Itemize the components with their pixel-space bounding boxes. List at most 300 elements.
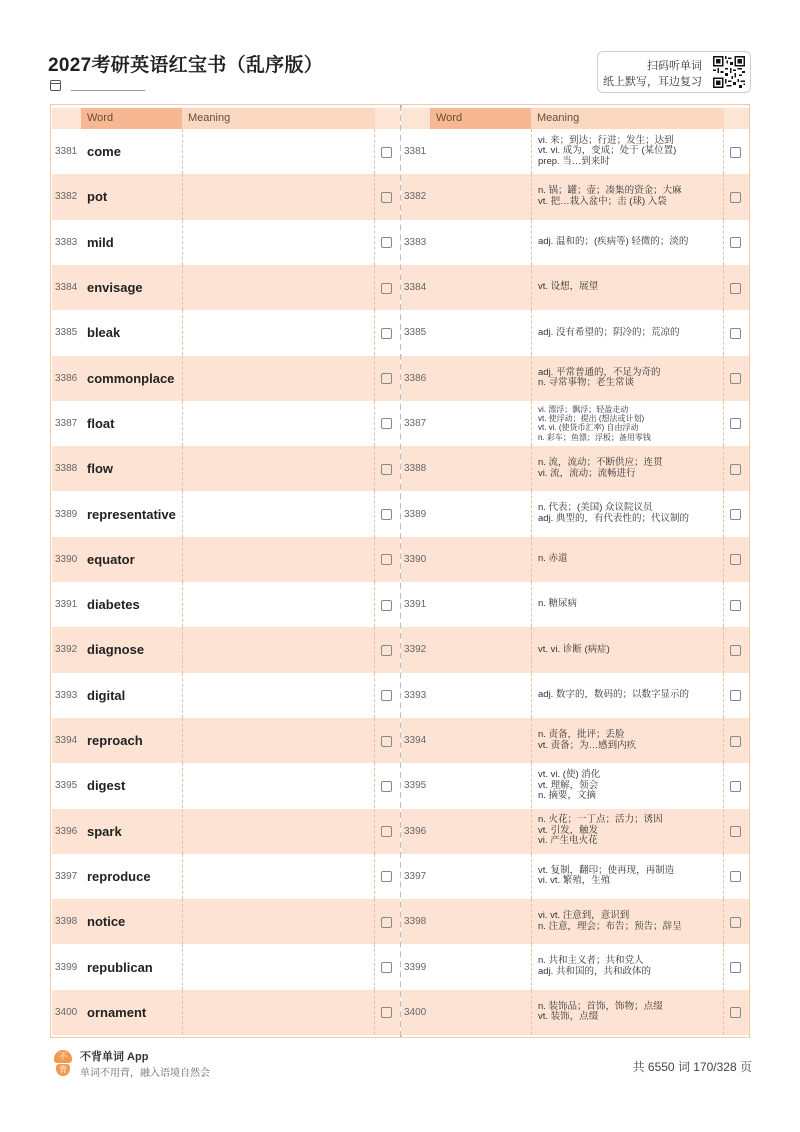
row-number: 3400 [404, 1006, 427, 1018]
column-separator [723, 718, 724, 763]
row-number: 3386 [55, 372, 78, 384]
meaning-cell [538, 582, 720, 627]
table-row [401, 129, 749, 174]
review-checkbox[interactable] [381, 147, 392, 158]
meaning-cell [538, 174, 720, 219]
review-checkbox[interactable] [381, 826, 392, 837]
meaning-cell [538, 763, 720, 808]
date-blank-line[interactable] [71, 90, 145, 91]
row-number: 3382 [55, 191, 78, 203]
vocab-table [50, 104, 750, 1038]
column-separator [374, 265, 375, 310]
word-column-half [52, 105, 400, 1037]
table-row [52, 582, 400, 627]
review-checkbox[interactable] [381, 917, 392, 928]
meaning-cell [538, 854, 720, 899]
word-text: representative [87, 506, 176, 522]
table-row [401, 310, 749, 355]
column-separator [531, 582, 532, 627]
review-checkbox[interactable] [381, 509, 392, 520]
row-number: 3394 [55, 735, 78, 747]
word-text: notice [87, 914, 126, 930]
review-checkbox[interactable] [730, 871, 741, 882]
calendar-icon [50, 80, 61, 91]
qr-panel[interactable] [597, 51, 751, 93]
logo-bottom: 背 [56, 1064, 70, 1076]
review-checkbox[interactable] [381, 283, 392, 294]
review-checkbox[interactable] [381, 871, 392, 882]
table-row [52, 446, 400, 491]
review-checkbox[interactable] [381, 736, 392, 747]
review-checkbox[interactable] [381, 373, 392, 384]
row-number: 3391 [55, 599, 78, 611]
column-separator [531, 854, 532, 899]
column-separator [723, 673, 724, 718]
table-row [52, 990, 400, 1035]
table-row [401, 809, 749, 854]
table-row [52, 537, 400, 582]
column-separator [723, 265, 724, 310]
table-row [401, 899, 749, 944]
column-separator [374, 356, 375, 401]
column-separator [531, 673, 532, 718]
meaning-cell[interactable] [189, 673, 371, 718]
column-separator [374, 310, 375, 355]
meaning-cell[interactable] [189, 310, 371, 355]
header-meaning: Meaning [531, 108, 724, 129]
meaning-cell [538, 356, 720, 401]
column-separator [723, 582, 724, 627]
review-checkbox[interactable] [381, 554, 392, 565]
column-separator [531, 220, 532, 265]
column-separator [723, 356, 724, 401]
meaning-text: n. 锅；罐；壶；凑集的资金；大麻 vt. 把…栽入盆中；击 (球) 入袋 [538, 185, 682, 207]
word-text: spark [87, 823, 122, 839]
review-checkbox[interactable] [730, 147, 741, 158]
row-number: 3399 [404, 961, 427, 973]
meaning-cell[interactable] [189, 582, 371, 627]
table-row [401, 401, 749, 446]
meaning-text: n. 装饰品；首饰，饰物；点缀 vt. 装饰，点缀 [538, 1000, 663, 1023]
meaning-text: vi. 漂浮；飘浮；轻盈走动 vt. 使浮动；提出 (想法或计划) vt. vi. (使货币汇率) 自由浮动 n. 彩车；鱼漂；浮板；备用零钱 [538, 404, 651, 442]
table-row [401, 220, 749, 265]
meaning-text: n. 流，流动；不断供应；连贯 vi. 流，流动；流畅进行 [538, 457, 663, 479]
review-checkbox[interactable] [730, 781, 741, 792]
word-text: envisage [87, 280, 143, 296]
header-check-cell [375, 108, 400, 129]
date-row [50, 80, 145, 91]
review-checkbox[interactable] [730, 600, 741, 611]
meaning-cell [538, 446, 720, 491]
table-row [401, 718, 749, 763]
table-row [401, 446, 749, 491]
word-text: republican [87, 959, 153, 975]
row-number: 3388 [55, 463, 78, 475]
word-text: digital [87, 687, 126, 703]
meaning-cell[interactable] [189, 401, 371, 446]
column-separator [182, 220, 183, 265]
meaning-text: vt. vi. (使) 消化 vt. 理解，领会 n. 摘要，文摘 [538, 768, 601, 802]
review-checkbox[interactable] [730, 418, 741, 429]
row-number: 3382 [404, 191, 427, 203]
meaning-text: n. 责备，批评；丢脸 vt. 责备；为…感到内疚 [538, 728, 637, 751]
row-number: 3393 [55, 689, 78, 701]
row-number: 3381 [404, 146, 427, 158]
column-separator [723, 491, 724, 536]
meaning-cell[interactable] [189, 174, 371, 219]
row-number: 3399 [55, 961, 78, 973]
column-separator [374, 899, 375, 944]
row-number: 3393 [404, 689, 427, 701]
word-text: digest [87, 778, 126, 794]
review-checkbox[interactable] [730, 373, 741, 384]
meaning-text: n. 赤道 [538, 553, 568, 565]
word-text: flow [87, 461, 113, 477]
row-number: 3385 [55, 327, 78, 339]
header-num-cell [401, 108, 430, 129]
word-text: diagnose [87, 642, 145, 658]
header-word: Word [430, 108, 531, 129]
row-number: 3389 [55, 508, 78, 520]
word-text: bleak [87, 325, 121, 341]
word-text: reproach [87, 733, 143, 749]
table-row [401, 491, 749, 536]
meaning-text: vi. vt. 注意到，意识到 n. 注意，理会；布告；预告；辞呈 [538, 910, 682, 932]
meaning-cell[interactable] [189, 899, 371, 944]
column-separator [374, 446, 375, 491]
review-checkbox[interactable] [381, 781, 392, 792]
column-separator [182, 174, 183, 219]
table-row [401, 356, 749, 401]
column-separator [374, 401, 375, 446]
column-separator [182, 401, 183, 446]
meaning-cell[interactable] [189, 854, 371, 899]
table-row [401, 763, 749, 808]
review-checkbox[interactable] [730, 554, 741, 565]
page-info: 共 6550 词 170/328 页 [632, 1060, 752, 1074]
review-checkbox[interactable] [381, 600, 392, 611]
qr-code-icon[interactable] [713, 56, 745, 88]
review-checkbox[interactable] [381, 237, 392, 248]
row-number: 3388 [404, 463, 427, 475]
word-text: equator [87, 551, 135, 567]
table-row [401, 944, 749, 989]
column-separator [531, 446, 532, 491]
column-separator [531, 990, 532, 1035]
review-checkbox[interactable] [381, 328, 392, 339]
column-separator [374, 854, 375, 899]
meaning-cell[interactable] [189, 809, 371, 854]
meaning-cell [538, 809, 720, 854]
meaning-cell[interactable] [189, 446, 371, 491]
meaning-column-half [401, 105, 749, 1037]
table-row [52, 491, 400, 536]
row-number: 3383 [55, 236, 78, 248]
row-number: 3395 [404, 780, 427, 792]
review-checkbox[interactable] [381, 1007, 392, 1018]
column-separator [531, 174, 532, 219]
review-checkbox[interactable] [730, 237, 741, 248]
meaning-cell[interactable] [189, 990, 371, 1035]
meaning-cell [538, 401, 720, 446]
column-separator [374, 673, 375, 718]
table-row [52, 944, 400, 989]
meaning-cell [538, 718, 720, 763]
word-text: come [87, 144, 121, 160]
column-separator [723, 854, 724, 899]
meaning-cell [538, 491, 720, 536]
table-row [401, 854, 749, 899]
column-separator [182, 673, 183, 718]
column-separator [182, 537, 183, 582]
column-separator [182, 899, 183, 944]
column-separator [374, 220, 375, 265]
word-text: ornament [87, 1004, 147, 1020]
table-row [52, 763, 400, 808]
meaning-cell[interactable] [189, 265, 371, 310]
qr-caption [603, 58, 702, 90]
table-header [52, 108, 400, 129]
row-number: 3390 [404, 553, 427, 565]
row-number: 3396 [55, 825, 78, 837]
meaning-text: adj. 数字的，数码的；以数字显示的 [538, 688, 689, 700]
column-separator [374, 174, 375, 219]
review-checkbox[interactable] [730, 1007, 741, 1018]
table-row [52, 129, 400, 174]
word-text: pot [87, 189, 108, 205]
row-number: 3397 [404, 870, 427, 882]
header-word: Word [81, 108, 182, 129]
word-text: commonplace [87, 370, 175, 386]
row-number: 3394 [404, 735, 427, 747]
column-separator [723, 129, 724, 174]
table-row [52, 673, 400, 718]
column-separator [182, 310, 183, 355]
row-number: 3390 [55, 553, 78, 565]
row-number: 3387 [55, 417, 78, 429]
meaning-cell[interactable] [189, 627, 371, 672]
table-row [401, 990, 749, 1035]
meaning-cell [538, 899, 720, 944]
review-checkbox[interactable] [730, 328, 741, 339]
row-number: 3386 [404, 372, 427, 384]
review-checkbox[interactable] [381, 418, 392, 429]
meaning-cell[interactable] [189, 944, 371, 989]
logo-top: 不 [54, 1050, 72, 1063]
table-row [401, 627, 749, 672]
column-separator [723, 899, 724, 944]
row-number: 3385 [404, 327, 427, 339]
meaning-cell [538, 265, 720, 310]
column-separator [723, 220, 724, 265]
column-separator [723, 174, 724, 219]
word-text: reproduce [87, 868, 151, 884]
meaning-text: vt. vi. 诊断 (病症) [538, 643, 610, 655]
meaning-text: vt. 复制，翻印；使再现，再制造 vi. vt. 繁殖，生殖 [538, 864, 675, 887]
review-checkbox[interactable] [381, 690, 392, 701]
meaning-cell [538, 220, 720, 265]
page-title: 2027考研英语红宝书（乱序版） [48, 55, 324, 76]
review-checkbox[interactable] [381, 645, 392, 656]
row-number: 3400 [55, 1006, 78, 1018]
review-checkbox[interactable] [730, 690, 741, 701]
meaning-cell[interactable] [189, 763, 371, 808]
row-number: 3384 [404, 282, 427, 294]
column-separator [182, 990, 183, 1035]
table-row [52, 718, 400, 763]
review-checkbox[interactable] [730, 826, 741, 837]
table-row [52, 401, 400, 446]
table-row [52, 174, 400, 219]
review-checkbox[interactable] [730, 736, 741, 747]
column-separator [182, 265, 183, 310]
review-checkbox[interactable] [730, 645, 741, 656]
row-number: 3398 [404, 916, 427, 928]
review-checkbox[interactable] [381, 464, 392, 475]
column-separator [531, 718, 532, 763]
column-separator [531, 944, 532, 989]
review-checkbox[interactable] [730, 962, 741, 973]
row-number: 3392 [55, 644, 78, 656]
table-row [52, 854, 400, 899]
meaning-text: n. 共和主义者；共和党人 adj. 共和国的，共和政体的 [538, 955, 651, 978]
column-separator [374, 537, 375, 582]
review-checkbox[interactable] [730, 464, 741, 475]
table-row [401, 265, 749, 310]
table-row [52, 265, 400, 310]
column-separator [723, 627, 724, 672]
column-separator [374, 491, 375, 536]
column-separator [182, 718, 183, 763]
meaning-cell[interactable] [189, 491, 371, 536]
word-text: diabetes [87, 597, 140, 613]
app-name: 不背单词 App [80, 1051, 149, 1063]
app-logo [54, 1050, 72, 1076]
table-row [401, 174, 749, 219]
meaning-text: adj. 温和的；(疾病等) 轻微的；淡的 [538, 235, 689, 247]
header-num-cell [52, 108, 81, 129]
row-number: 3392 [404, 644, 427, 656]
column-separator [531, 401, 532, 446]
column-separator [723, 537, 724, 582]
row-number: 3383 [404, 236, 427, 248]
column-separator [723, 944, 724, 989]
review-checkbox[interactable] [381, 962, 392, 973]
column-separator [182, 446, 183, 491]
column-separator [374, 763, 375, 808]
column-separator [723, 990, 724, 1035]
column-separator [374, 809, 375, 854]
header-meaning: Meaning [182, 108, 375, 129]
meaning-cell [538, 310, 720, 355]
meaning-cell [538, 627, 720, 672]
column-separator [374, 129, 375, 174]
row-number: 3384 [55, 282, 78, 294]
column-separator [374, 718, 375, 763]
table-row [52, 310, 400, 355]
column-separator [531, 537, 532, 582]
column-separator [374, 944, 375, 989]
meaning-text: vt. 设想，展望 [538, 281, 599, 293]
row-number: 3387 [404, 417, 427, 429]
column-separator [182, 129, 183, 174]
column-separator [531, 809, 532, 854]
column-separator [723, 809, 724, 854]
table-row [52, 356, 400, 401]
column-separator [374, 582, 375, 627]
meaning-text: n. 代表；(美国) 众议院议员 adj. 典型的，有代表性的；代议制的 [538, 502, 689, 525]
table-row [52, 899, 400, 944]
row-number: 3381 [55, 146, 78, 158]
meaning-cell [538, 673, 720, 718]
column-separator [723, 763, 724, 808]
column-separator [531, 310, 532, 355]
review-checkbox[interactable] [381, 192, 392, 203]
meaning-cell[interactable] [189, 718, 371, 763]
table-row [401, 537, 749, 582]
row-number: 3396 [404, 825, 427, 837]
column-separator [182, 356, 183, 401]
column-separator [723, 446, 724, 491]
meaning-text: n. 火花；一丁点；活力；诱因 vt. 引发，触发 vi. 产生电火花 [538, 814, 663, 847]
qr-caption-line2: 纸上默写，耳边复习 [603, 76, 702, 88]
column-separator [723, 310, 724, 355]
column-separator [531, 627, 532, 672]
meaning-text: n. 糖尿病 [538, 598, 578, 610]
review-checkbox[interactable] [730, 509, 741, 520]
column-separator [531, 265, 532, 310]
review-checkbox[interactable] [730, 283, 741, 294]
meaning-cell[interactable] [189, 220, 371, 265]
row-number: 3391 [404, 599, 427, 611]
table-row [52, 809, 400, 854]
column-separator [182, 763, 183, 808]
table-row [52, 627, 400, 672]
meaning-cell[interactable] [189, 129, 371, 174]
column-separator [182, 809, 183, 854]
word-text: float [87, 415, 115, 431]
meaning-cell[interactable] [189, 356, 371, 401]
row-number: 3398 [55, 916, 78, 928]
column-separator [182, 854, 183, 899]
meaning-cell [538, 129, 720, 174]
word-text: mild [87, 234, 114, 250]
review-checkbox[interactable] [730, 917, 741, 928]
column-separator [374, 990, 375, 1035]
column-separator [182, 582, 183, 627]
app-tagline: 单词不用背，融入语境自然会 [80, 1068, 210, 1079]
column-separator [723, 401, 724, 446]
table-row [401, 673, 749, 718]
column-separator [374, 627, 375, 672]
meaning-cell[interactable] [189, 537, 371, 582]
column-separator [531, 763, 532, 808]
row-number: 3395 [55, 780, 78, 792]
qr-caption-line1: 扫码听单词 [647, 60, 702, 72]
column-separator [182, 627, 183, 672]
meaning-text: adj. 没有希望的；阴冷的；荒凉的 [538, 326, 680, 338]
table-row [401, 582, 749, 627]
column-separator [531, 129, 532, 174]
header-check-cell [724, 108, 749, 129]
row-number: 3397 [55, 870, 78, 882]
column-separator [531, 356, 532, 401]
table-header [401, 108, 749, 129]
meaning-cell [538, 944, 720, 989]
row-number: 3389 [404, 508, 427, 520]
meaning-text: vi. 来；到达；行进；发生；达到 vt. vi. 成为，变成；处于 (某位置) prep. 当…到来时 [538, 134, 677, 167]
review-checkbox[interactable] [730, 192, 741, 203]
